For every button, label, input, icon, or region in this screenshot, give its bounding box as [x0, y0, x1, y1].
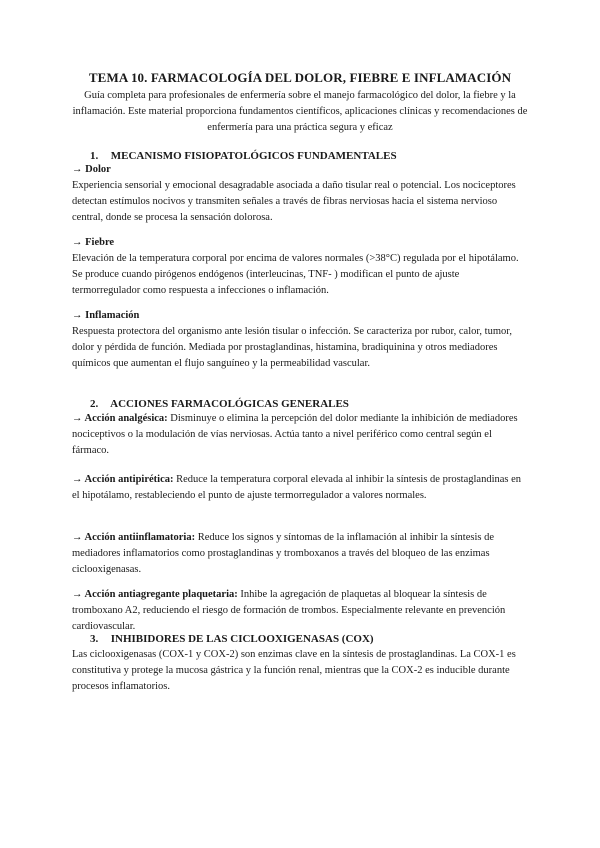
section-2-heading — [90, 398, 349, 410]
paragraph-fiebre: Elevación de la temperatura corporal por encima de valores normales (>38°C) regulada por el hipotálamo. Se produce cuando pirógenos endógenos (interleucinas, TNF- ) modifican el punto de ajuste termorregulador como respuesta a infecciones o inflamación. — [72, 253, 519, 296]
paragraph-accion-analgesica — [72, 411, 522, 459]
paragraph-dolor: Experiencia sensorial y emocional desagradable asociada a daño tisular real o potencial. Los nociceptores detectan estímulos nocivos y transmiten señales a través de fibras nerviosas hacia el sistema nervioso central, donde se procesa la sensación dolorosa. — [72, 180, 516, 223]
section-title: INHIBIDORES DE LAS CICLOOXIGENASAS (COX) — [110, 633, 374, 645]
term-description: Reduce la temperatura corporal elevada al inhibir la síntesis de prostaglandinas en el hipotálamo, restableciendo el punto de ajuste termorregulador a valores normales. — [72, 474, 522, 501]
subheading-dolor: → Dolor — [72, 164, 111, 175]
section-title: MECANISMO FISIOPATOLÓGICOS FUNDAMENTALES — [110, 150, 397, 162]
section-number: 3. — [90, 633, 99, 645]
term-label: → Acción analgésica: — [72, 413, 168, 424]
paragraph-inflamacion: Respuesta protectora del organismo ante lesión tisular o infección. Se caracteriza por rubor, calor, tumor, dolor y pérdida de función. Mediada por prostaglandinas, histamina, bradiquinina y otros mediadores químicos que aumentan el flujo sanguíneo y la permeabilidad vascular. — [72, 326, 512, 369]
term-description: Inhibe la agregación de plaquetas al bloquear la síntesis de tromboxano A2, reduciendo el riesgo de formación de trombos. Especialmente relevante en prevención cardiovascular. — [72, 589, 506, 632]
paragraph-cox: Las ciclooxigenasas (COX-1 y COX-2) son enzimas clave en la síntesis de prostaglandinas. La COX-1 es constitutiva y protege la mucosa gástrica y la función renal, mientras que la COX-2 es inducible durante procesos inflamatorios. — [72, 649, 516, 692]
section-title: ACCIONES FARMACOLÓGICAS GENERALES — [110, 398, 349, 410]
section-1-heading — [90, 150, 397, 162]
document-title: TEMA 10. FARMACOLOGÍA DEL DOLOR, FIEBRE E INFLAMACIÓN — [88, 70, 512, 85]
subheading-fiebre: → Fiebre — [72, 237, 115, 248]
term-label: → Acción antipirética: — [72, 474, 174, 485]
term-description: Disminuye o elimina la percepción del dolor mediante la inhibición de mediadores nociceptivos o la modulación de vías nerviosas. Actúa tanto a nivel periférico como central según el fármaco. — [72, 413, 518, 456]
term-label: → Acción antiagregante plaquetaria: — [72, 589, 238, 600]
subheading-inflamacion: → Inflamación — [72, 310, 140, 321]
paragraph-accion-antiinflamatoria — [72, 530, 522, 578]
section-number: 1. — [90, 150, 99, 162]
paragraph-accion-antiagregante — [72, 587, 522, 635]
term-description: Reduce los signos y síntomas de la inflamación al inhibir la síntesis de mediadores inflamatorios como prostaglandinas y tromboxanos a través del bloqueo de las enzimas ciclooxigenasas. — [72, 532, 494, 575]
document-subtitle: Guía completa para profesionales de enfermería sobre el manejo farmacológico del dolor, la fiebre y la inflamación. Este material proporciona fundamentos científicos, aplicaciones clínicas y recomendaciones de enfermería para una práctica segura y eficaz — [72, 90, 528, 133]
section-3-heading — [90, 633, 374, 645]
section-number: 2. — [90, 398, 99, 410]
term-label: → Acción antiinflamatoria: — [72, 532, 196, 543]
paragraph-accion-antipiretica — [72, 472, 522, 504]
